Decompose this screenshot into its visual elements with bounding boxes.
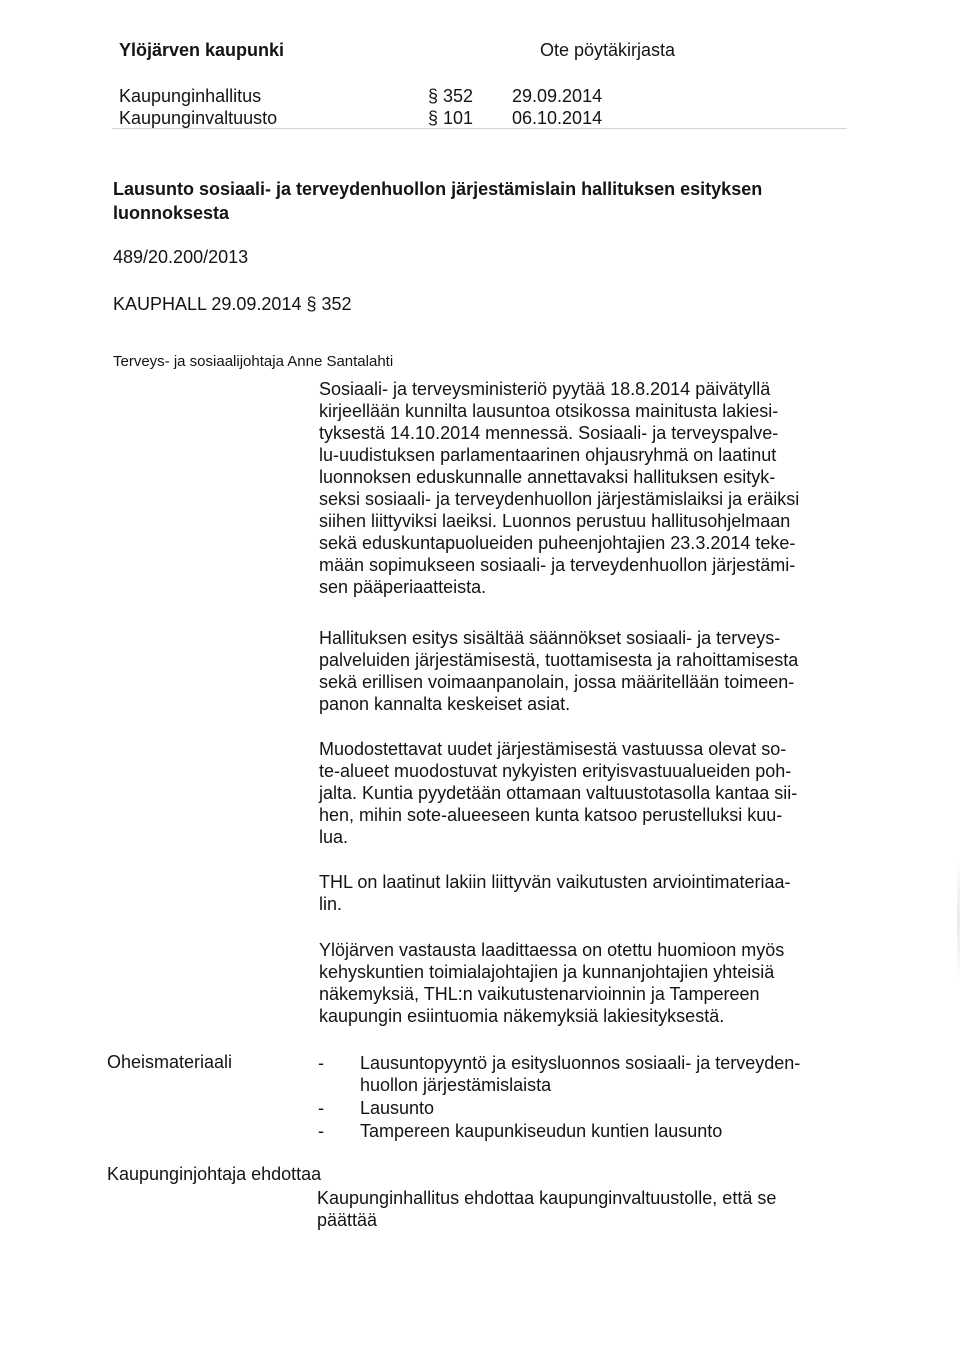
text-line: lua. — [319, 827, 349, 847]
text-line: hen, mihin sote-alueeseen kunta katsoo perustelluksi kuu- — [319, 805, 783, 825]
attachment-item-2 — [318, 1097, 434, 1119]
attachment-item-1 — [318, 1052, 800, 1074]
header-section-1: § 352 — [428, 86, 474, 106]
text-line: seksi sosiaali- ja terveydenhuollon järjestämislaiksi ja eräiksi — [319, 489, 800, 509]
attachment-item-1-continuation — [318, 1074, 551, 1096]
attachment-item-3 — [318, 1120, 722, 1142]
text-line: lin. — [319, 894, 343, 914]
text-line: päättää — [317, 1210, 378, 1230]
text-line: THL on laatinut lakiin liittyvän vaikutusten arviointimateriaa- — [319, 872, 791, 892]
text-line: jalta. Kuntia pyydetään ottamaan valtuustotasolla kantaa sii- — [319, 783, 798, 803]
text-line: sekä eduskuntapuolueiden puheenjohtajien 23.3.2014 teke- — [319, 533, 796, 553]
text-line: siihen liittyviksi laeiksi. Luonnos perustuu hallitusohjelmaan — [319, 511, 791, 531]
header-date-2: 06.10.2014 — [512, 108, 603, 128]
title-line-2: luonnoksesta — [113, 203, 230, 223]
text-line: palveluiden järjestämisestä, tuottamisesta ja rahoittamisesta — [319, 650, 799, 670]
list-bullet: - — [318, 1053, 324, 1073]
header-date-1: 29.09.2014 — [512, 86, 603, 106]
header-divider — [112, 128, 847, 129]
text-line: näkemyksiä, THL:n vaikutustenarvioinnin ja Tampereen — [319, 984, 760, 1004]
text-line: Kaupunginhallitus ehdottaa kaupunginvaltuustolle, että se — [317, 1188, 777, 1208]
paragraph-2 — [319, 627, 859, 715]
text-line: kirjeellään kunnilta lausuntoa otsikossa mainitusta lakiesi- — [319, 401, 779, 421]
proposal-label: Kaupunginjohtaja ehdottaa — [107, 1164, 322, 1184]
attachment-item-text: Lausunto — [360, 1098, 435, 1118]
text-line: te-alueet muodostuvat nykyisten erityisvastuualueiden poh- — [319, 761, 792, 781]
attachments-label: Oheismateriaali — [107, 1052, 233, 1072]
header-section-2: § 101 — [428, 108, 474, 128]
text-line: mään sopimukseen sosiaali- ja terveydenhuollon järjestämi- — [319, 555, 796, 575]
text-line: panon kannalta keskeiset asiat. — [319, 694, 571, 714]
paragraph-3 — [319, 738, 859, 848]
attachment-item-text: Tampereen kaupunkiseudun kuntien lausunto — [360, 1121, 723, 1141]
text-line: kehyskuntien toimialajohtajien ja kunnanjohtajien yhteisiä — [319, 962, 775, 982]
text-line: Sosiaali- ja terveysministeriö pyytää 18.8.2014 päivätyllä — [319, 379, 771, 399]
text-line: sekä erillisen voimaanpanolain, jossa määritellään toimeen- — [319, 672, 795, 692]
text-line: sen pääperiaatteista. — [319, 577, 487, 597]
text-line: kaupungin esiintuomia näkemyksiä lakiesityksestä. — [319, 1006, 725, 1026]
document-type: Ote pöytäkirjasta — [540, 40, 676, 60]
header-body-1: Kaupunginhallitus — [119, 86, 262, 106]
diary-number: 489/20.200/2013 — [113, 247, 249, 267]
text-line: lu-uudistuksen parlamentaarinen ohjausryhmä on laatinut — [319, 445, 777, 465]
text-line: Ylöjärven vastausta laadittaessa on otettu huomioon myös — [319, 940, 785, 960]
text-line: Muodostettavat uudet järjestämisestä vastuussa olevat so- — [319, 739, 787, 759]
header-body-2: Kaupunginvaltuusto — [119, 108, 278, 128]
paragraph-4 — [319, 871, 859, 915]
meeting-reference: KAUPHALL 29.09.2014 § 352 — [113, 294, 352, 314]
preparer: Terveys- ja sosiaalijohtaja Anne Santalahti — [113, 353, 394, 370]
attachment-item-text: huollon järjestämislaista — [360, 1075, 552, 1095]
text-line: Hallituksen esitys sisältää säännökset sosiaali- ja terveys- — [319, 628, 781, 648]
organization-name: Ylöjärven kaupunki — [119, 40, 285, 60]
text-line: tyksestä 14.10.2014 mennessä. Sosiaali- ja terveyspalve- — [319, 423, 779, 443]
paragraph-1 — [319, 378, 859, 598]
list-bullet: - — [318, 1121, 324, 1141]
attachment-item-text: Lausuntopyyntö ja esitysluonnos sosiaali- ja terveyden- — [360, 1053, 801, 1073]
paragraph-5 — [319, 939, 859, 1027]
proposal-text — [317, 1187, 857, 1231]
text-line: luonnoksen eduskunnalle annettavaksi hallituksen esityk- — [319, 467, 776, 487]
list-bullet: - — [318, 1098, 324, 1118]
title-line-1: Lausunto sosiaali- ja terveydenhuollon järjestämislain hallituksen esityksen — [113, 179, 763, 199]
